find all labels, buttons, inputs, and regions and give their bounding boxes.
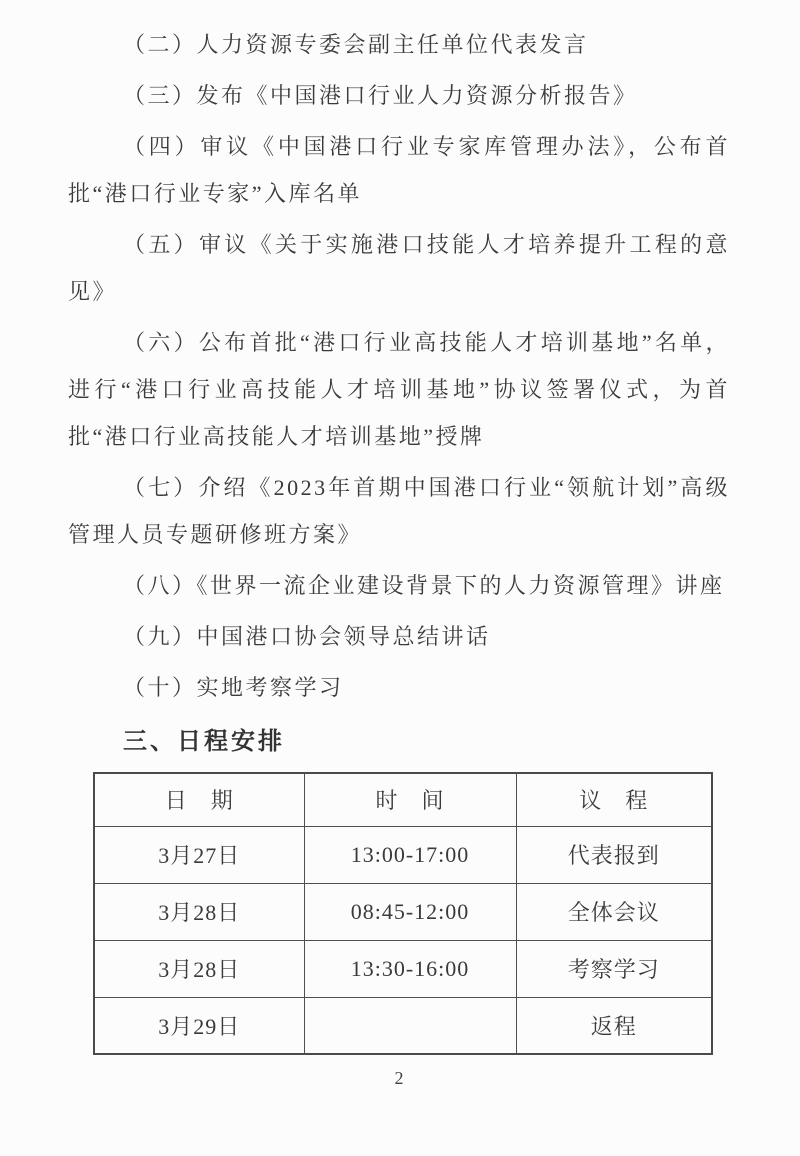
table-cell-agenda: 代表报到 [516, 826, 712, 883]
agenda-item-2: （二）人力资源专委会副主任单位代表发言 [123, 32, 589, 57]
agenda-item-3: （三）发布《中国港口行业人力资源分析报告》 [123, 83, 638, 108]
table-cell-date: 3月28日 [94, 883, 304, 940]
table-row [94, 940, 712, 997]
table-cell-date: 3月28日 [94, 940, 304, 997]
table-row [94, 997, 712, 1054]
table-cell-agenda: 全体会议 [516, 883, 712, 940]
section-heading-schedule: 三、日程安排 [123, 728, 285, 755]
schedule-table [93, 772, 713, 1055]
table-cell-time: 13:00-17:00 [304, 826, 516, 883]
table-cell-agenda: 考察学习 [516, 940, 712, 997]
table-header-date: 日 期 [94, 773, 304, 826]
table-header-agenda: 议 程 [516, 773, 712, 826]
table-cell-date: 3月29日 [94, 997, 304, 1054]
document-content [68, 21, 730, 1089]
agenda-item-8: （八）《世界一流企业建设背景下的人力资源管理》讲座 [123, 573, 725, 598]
table-header-time: 时 间 [304, 773, 516, 826]
agenda-item-7: （七）介绍《2023年首期中国港口行业“领航计划”高级管理人员专题研修班方案》 [68, 475, 730, 547]
table-row [94, 883, 712, 940]
agenda-item-10: （十）实地考察学习 [123, 675, 344, 700]
agenda-item-9: （九）中国港口协会领导总结讲话 [123, 624, 491, 649]
schedule-table-header [94, 773, 712, 826]
agenda-item-5: （五）审议《关于实施港口技能人才培养提升工程的意见》 [68, 232, 730, 304]
table-cell-time: 08:45-12:00 [304, 883, 516, 940]
table-cell-time: 13:30-16:00 [304, 940, 516, 997]
table-cell-agenda: 返程 [516, 997, 712, 1054]
page-number: 2 [394, 1068, 404, 1088]
schedule-table-body [94, 826, 712, 1054]
table-cell-time [304, 997, 516, 1054]
agenda-item-4: （四）审议《中国港口行业专家库管理办法》，公布首批“港口行业专家”入库名单 [68, 134, 730, 206]
table-header-row [94, 773, 712, 826]
table-row [94, 826, 712, 883]
agenda-item-6: （六）公布首批“港口行业高技能人才培训基地”名单，进行“港口行业高技能人才培训基地”协议签署仪式，为首批“港口行业高技能人才培训基地”授牌 [68, 330, 730, 449]
table-cell-date: 3月27日 [94, 826, 304, 883]
